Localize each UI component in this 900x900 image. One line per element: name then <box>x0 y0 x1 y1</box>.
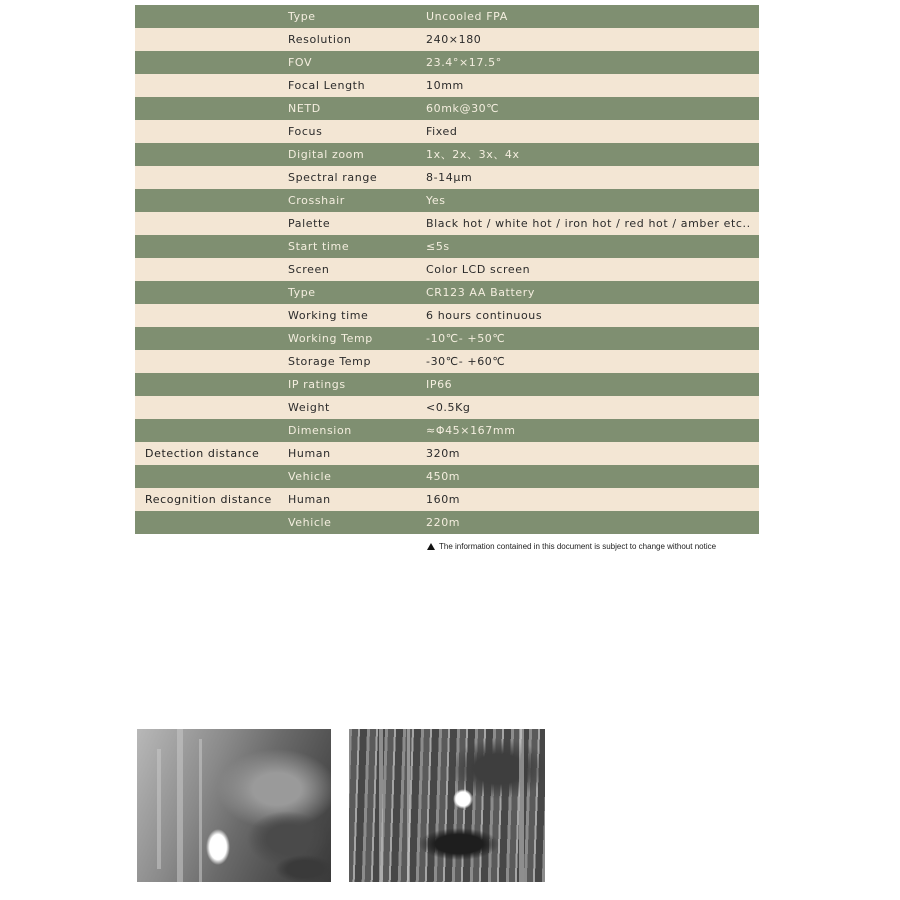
param-value: 60mk@30℃ <box>426 102 500 115</box>
table-row <box>135 28 759 51</box>
table-row <box>135 212 759 235</box>
param-value: 160m <box>426 493 461 506</box>
param-label: Crosshair <box>288 194 345 207</box>
param-value: -10℃- +50℃ <box>426 332 506 345</box>
table-row <box>135 5 759 28</box>
param-label: Resolution <box>288 33 352 46</box>
param-value: 8-14μm <box>426 171 473 184</box>
table-row <box>135 465 759 488</box>
triangle-icon <box>427 543 435 550</box>
spec-table <box>135 5 759 534</box>
param-label: Storage Temp <box>288 355 372 368</box>
param-label: Human <box>288 493 331 506</box>
param-value: 1x、2x、3x、4x <box>426 148 520 161</box>
thermal-image-rabbit <box>137 729 331 882</box>
table-row <box>135 97 759 120</box>
notice-text: The information contained in this document is subject to change without notice <box>439 542 717 551</box>
table-row <box>135 419 759 442</box>
param-label: Screen <box>288 263 330 276</box>
table-row <box>135 120 759 143</box>
param-value: -30℃- +60℃ <box>426 355 506 368</box>
param-value: Fixed <box>426 125 458 138</box>
param-value: 320m <box>426 447 461 460</box>
param-label: Digital zoom <box>288 148 365 161</box>
table-row <box>135 51 759 74</box>
table-row <box>135 281 759 304</box>
param-value: 220m <box>426 516 461 529</box>
param-value: 450m <box>426 470 461 483</box>
table-row <box>135 327 759 350</box>
param-label: Vehicle <box>288 516 332 529</box>
param-label: Working Temp <box>288 332 373 345</box>
param-value: Uncooled FPA <box>426 10 508 23</box>
table-row <box>135 235 759 258</box>
param-value: 10mm <box>426 79 464 92</box>
param-value: Color LCD screen <box>426 263 531 276</box>
table-row <box>135 304 759 327</box>
table-row <box>135 511 759 534</box>
param-label: Focus <box>288 125 323 138</box>
group-label: Detection distance <box>145 447 260 460</box>
table-row <box>135 373 759 396</box>
table-row <box>135 442 759 465</box>
param-label: Working time <box>288 309 369 322</box>
table-row <box>135 143 759 166</box>
param-label: Vehicle <box>288 470 332 483</box>
thermal-image-bird <box>349 729 545 882</box>
param-value: <0.5Kg <box>426 401 471 414</box>
param-value: ≈Φ45×167mm <box>426 424 516 437</box>
param-label: Dimension <box>288 424 352 437</box>
param-value: IP66 <box>426 378 453 391</box>
table-row <box>135 350 759 373</box>
param-label: FOV <box>288 56 313 69</box>
table-row <box>135 74 759 97</box>
param-label: Palette <box>288 217 331 230</box>
table-row <box>135 396 759 419</box>
param-label: Start time <box>288 240 350 253</box>
param-label: Type <box>288 286 316 299</box>
param-label: Type <box>288 10 316 23</box>
param-value: 240×180 <box>426 33 482 46</box>
notice <box>427 542 716 551</box>
table-row <box>135 258 759 281</box>
table-row <box>135 189 759 212</box>
param-value: Yes <box>426 194 446 207</box>
param-label: IP ratings <box>288 378 346 391</box>
param-label: Focal Length <box>288 79 366 92</box>
param-label: Spectral range <box>288 171 378 184</box>
param-label: NETD <box>288 102 321 115</box>
param-label: Weight <box>288 401 330 414</box>
param-value: 6 hours continuous <box>426 309 543 322</box>
group-label: Recognition distance <box>145 493 272 506</box>
param-value: Black hot / white hot / iron hot / red hot / amber etc.. <box>426 217 751 230</box>
param-value: 23.4°×17.5° <box>426 56 502 69</box>
param-label: Human <box>288 447 331 460</box>
param-value: CR123 AA Battery <box>426 286 535 299</box>
param-value: ≤5s <box>426 240 450 253</box>
table-row <box>135 488 759 511</box>
table-row <box>135 166 759 189</box>
